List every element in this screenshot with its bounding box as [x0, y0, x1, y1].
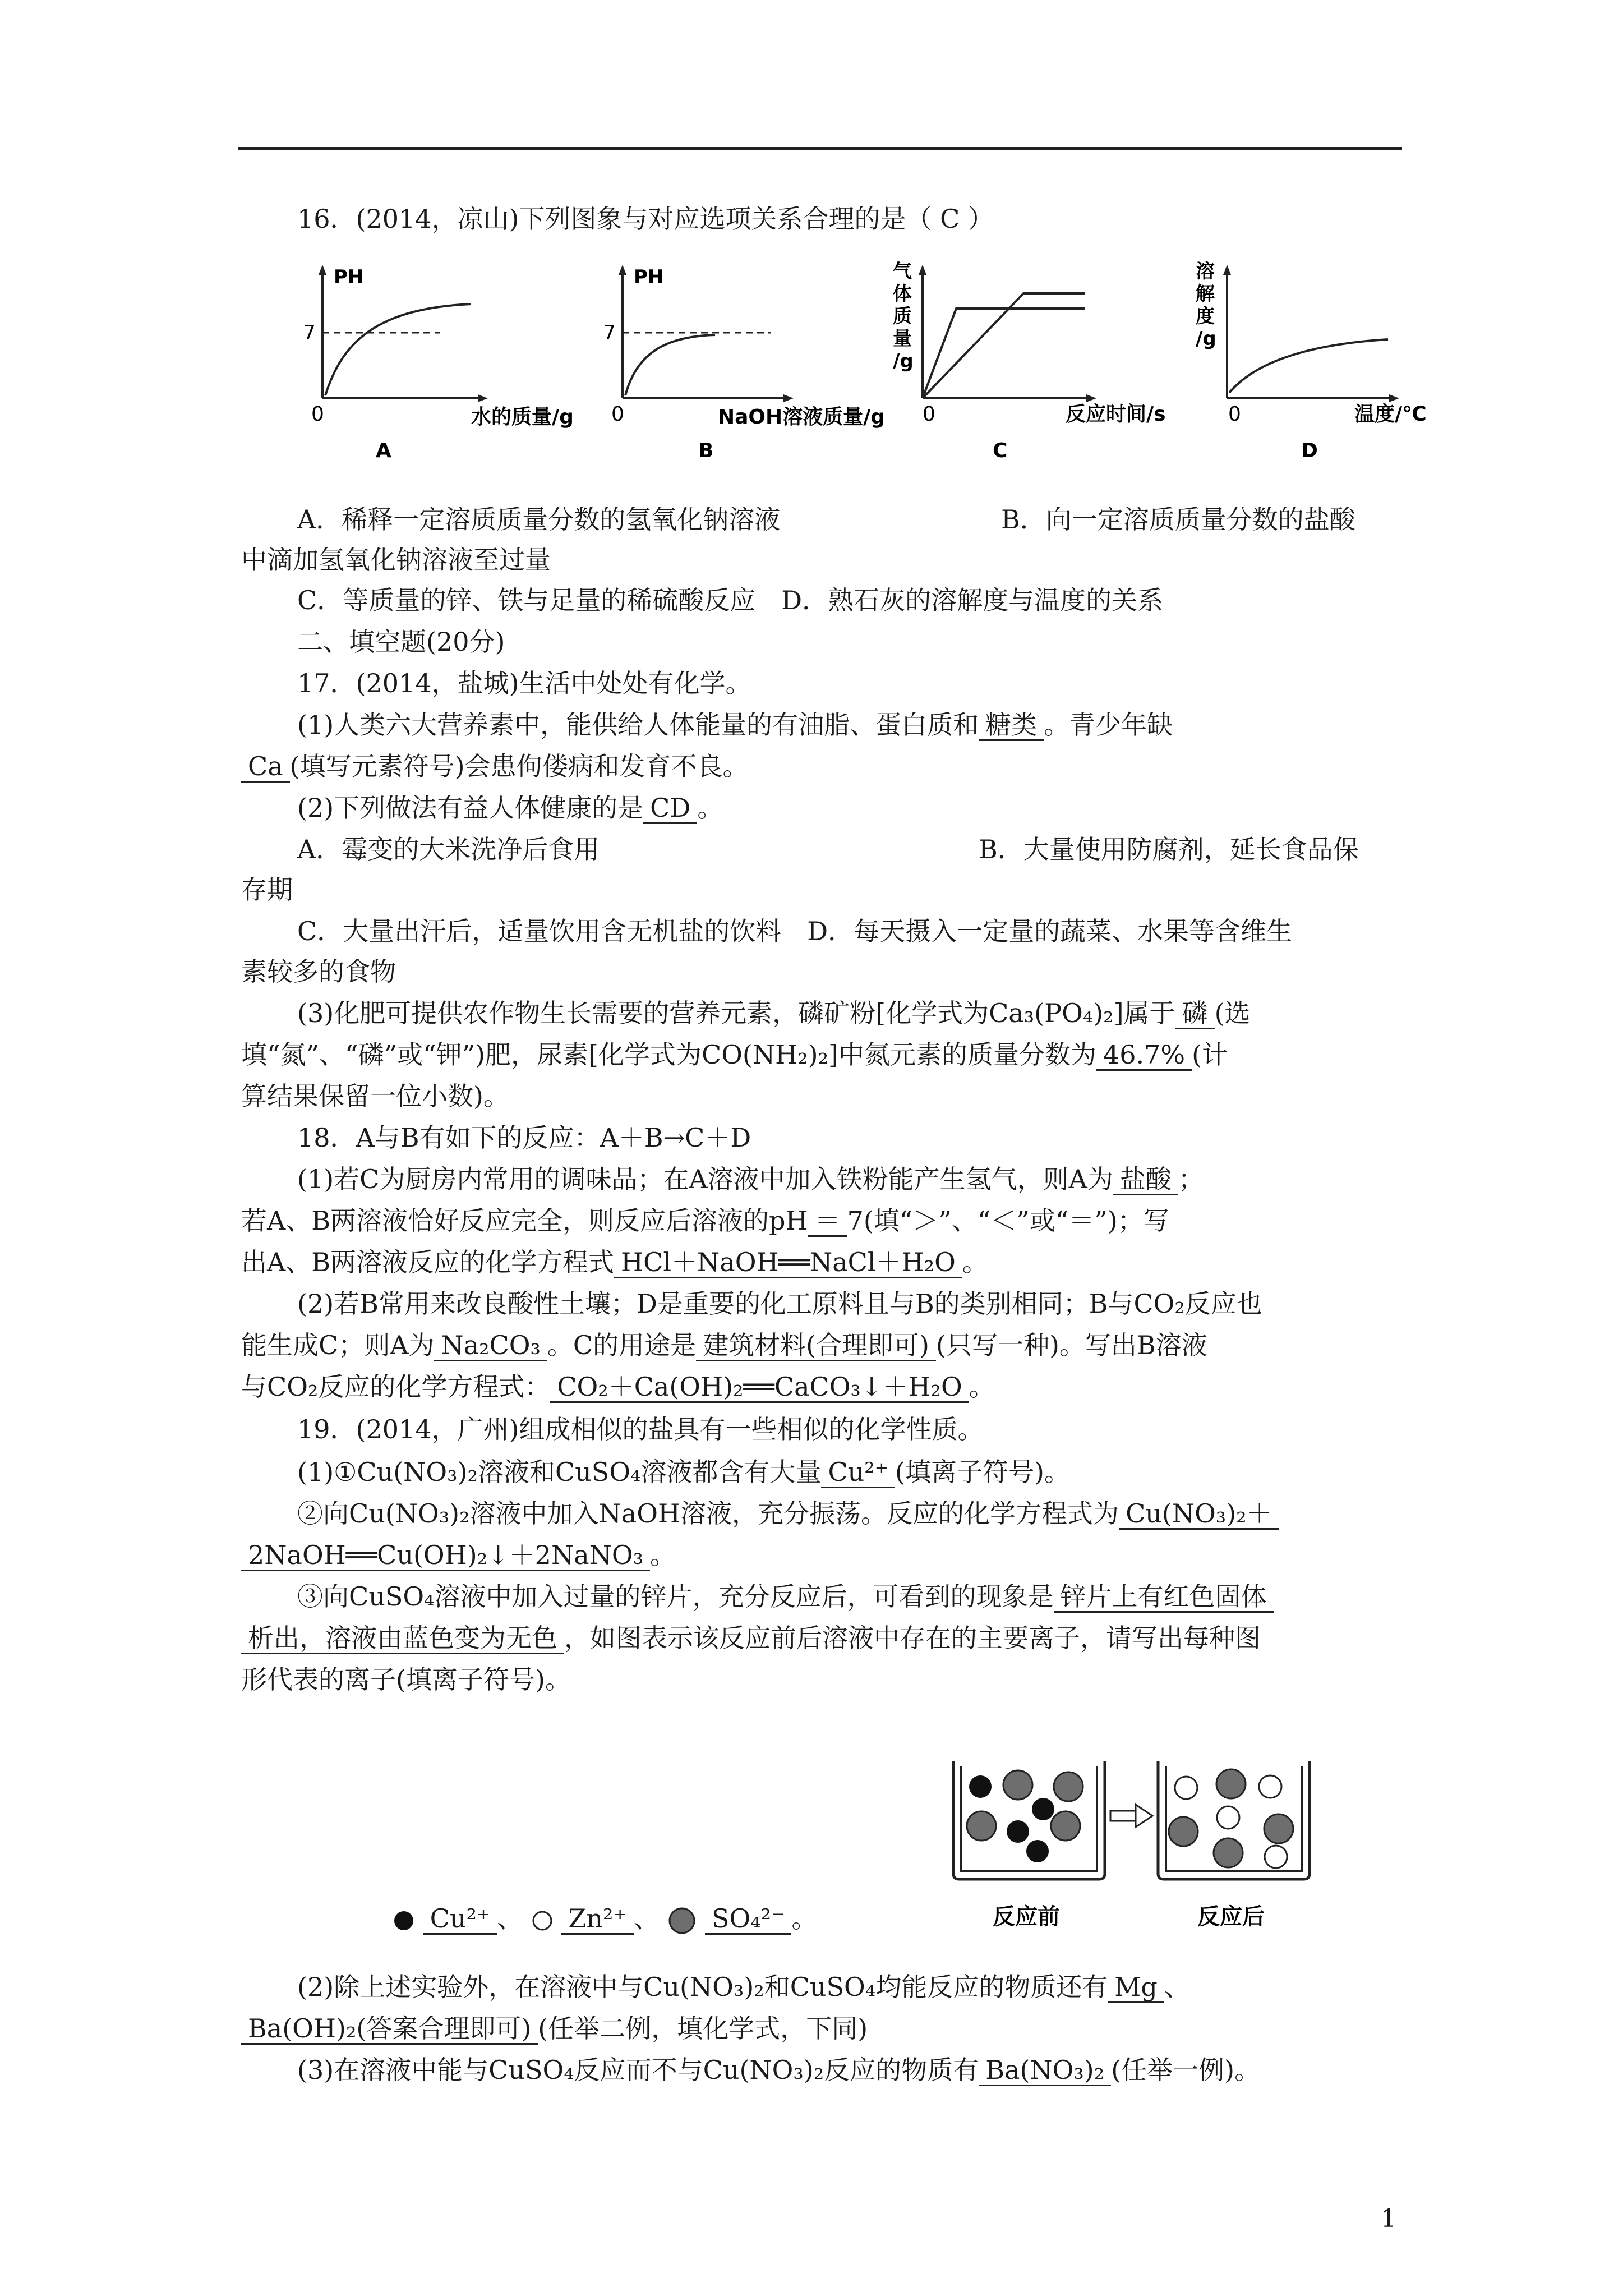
- q19-answer-equation-a: Cu(NO₃)₂＋: [1119, 1499, 1279, 1530]
- q17-p1-text: (1)人类六大营养素中，能供给人体能量的有油脂、蛋白质和: [297, 710, 979, 740]
- q19-p3-text-b: ，如图表示该反应前后溶液中存在的主要离子，请写出每种图: [564, 1623, 1261, 1653]
- q19-q2-text-c: (任举二例，填化学式，下同): [538, 2013, 868, 2044]
- q16-stem: 16．(2014，凉山)下列图象与对应选项关系合理的是（ C ）: [297, 204, 994, 234]
- q18-stem: 18．A与B有如下的反应：A＋B→C＋D: [297, 1122, 751, 1153]
- legend-answer-so4: SO₄²⁻: [705, 1904, 791, 1935]
- q18-answer-equation-2: CO₂＋Ca(OH)₂══CaCO₃↓＋H₂O: [550, 1372, 969, 1403]
- q19-q3-text: (3)在溶液中能与CuSO₄反应而不与Cu(NO₃)₂反应的物质有: [297, 2055, 979, 2085]
- graph-a-letter: A: [376, 439, 391, 462]
- graph-c-ylabel-2: 体: [893, 283, 912, 305]
- q17-answer-cd: CD: [643, 793, 697, 824]
- q18-p2-line3: [241, 1370, 995, 1404]
- graph-c-xlabel: 反应时间/s: [1066, 403, 1166, 426]
- q19-p3-line3: 形代表的离子(填离子符号)。: [241, 1664, 571, 1695]
- graph-a-ylabel: PH: [334, 266, 364, 288]
- q16-opt-b2: 中滴加氢氧化钠溶液至过量: [241, 545, 551, 575]
- gray-ion-icon: [667, 1906, 697, 1935]
- q18-answer-na2co3: Na₂CO₃: [434, 1331, 547, 1361]
- q18-answer-equation-1: HCl＋NaOH══NaCl＋H₂O: [614, 1248, 962, 1278]
- q17-p3-text: (3)化肥可提供农作物生长需要的营养元素，磷矿粉[化学式为Ca₃(PO₄)₂]属于: [297, 998, 1175, 1028]
- q19-q2-text: (2)除上述实验外，在溶液中与Cu(NO₃)₂和CuSO₄均能反应的物质还有: [297, 1972, 1108, 2002]
- reaction-arrow-icon: [1110, 1805, 1152, 1827]
- legend-answer-cu: Cu²⁺: [423, 1904, 497, 1935]
- q19-answer-bano3: Ba(NO₃)₂: [979, 2055, 1111, 2086]
- q17-answer-element: Ca: [241, 752, 290, 783]
- q17-opt-b2: 存期: [241, 875, 293, 905]
- graph-d-xlabel: 温度/℃: [1354, 403, 1427, 426]
- q16-opt-b1: B．向一定溶质质量分数的盐酸: [1001, 504, 1355, 535]
- q18-p2-text-d: (只写一种)。写出B溶液: [936, 1330, 1207, 1360]
- graph-d-ylabel-2: 解: [1196, 283, 1215, 305]
- graph-c: [892, 255, 1206, 471]
- q18-answer-a: 盐酸: [1113, 1165, 1178, 1195]
- graph-a-xlabel: 水的质量/g: [471, 406, 574, 429]
- q17-p2-text: (2)下列做法有益人体健康的是: [297, 793, 644, 823]
- q18-p1-line3: [241, 1245, 988, 1279]
- graph-d-ylabel-3: 度: [1196, 305, 1215, 328]
- q19-answer-baoh2: Ba(OH)₂(答案合理即可): [241, 2014, 538, 2045]
- q18-p1-text: (1)若C为厨房内常用的调味品；在A溶液中加入铁粉能产生氢气，则A为: [297, 1164, 1113, 1194]
- q19-q3-end: (任举一例)。: [1111, 2055, 1261, 2085]
- beaker-before: [953, 1761, 1105, 1879]
- legend-sep-2: 、: [633, 1903, 660, 1934]
- section-heading: 二、填空题(20分): [297, 627, 505, 657]
- top-rule: [238, 147, 1402, 150]
- graph-b-letter: B: [698, 439, 714, 462]
- q17-stem: 17．(2014，盐城)生活中处处有化学。: [297, 668, 751, 698]
- graph-a-ytick: 7: [303, 321, 316, 344]
- graph-d-curve: [1229, 339, 1388, 393]
- q17-p3-text-b: (选: [1214, 998, 1251, 1028]
- page-number: 1: [1381, 2205, 1396, 2233]
- ion-legend: [393, 1902, 817, 1935]
- graph-a-origin: 0: [311, 403, 324, 426]
- graph-b-xlabel: NaOH溶液质量/g: [718, 406, 886, 429]
- q19-p3-line1: [297, 1580, 1274, 1613]
- q18-p2-line2: [241, 1328, 1207, 1362]
- q19-q2-line1: [297, 1970, 1190, 2004]
- q16-opt-cd: C．等质量的锌、铁与足量的稀硫酸反应 D．熟石灰的溶解度与温度的关系: [297, 585, 1164, 615]
- q17-opt-d2: 素较多的食物: [241, 956, 396, 987]
- q19-answer-mg: Mg: [1108, 1972, 1164, 2003]
- graph-c-ylabel-3: 质: [893, 305, 912, 328]
- q18-answer-ph: ＝: [808, 1206, 847, 1237]
- q17-answer-percent: 46.7%: [1096, 1040, 1192, 1071]
- graph-d-ylabel-4: /g: [1196, 328, 1216, 350]
- graph-c-letter: C: [993, 439, 1008, 462]
- graph-d: [1195, 255, 1458, 471]
- q19-p2-line1: [297, 1497, 1279, 1530]
- q19-p1: [297, 1455, 1070, 1489]
- q18-p2-end: 。: [969, 1372, 995, 1402]
- q18-answer-use: 建筑材料(合理即可): [696, 1331, 936, 1361]
- q17-p1-text-c: (填写元素符号)会患佝偻病和发育不良。: [289, 751, 749, 781]
- q19-answer-equation-b: 2NaOH══Cu(OH)₂↓＋2NaNO₃: [241, 1540, 650, 1571]
- q19-p3-text: ③向CuSO₄溶液中加入过量的锌片，充分反应后，可看到的现象是: [297, 1581, 1054, 1612]
- q17-p3-line2: [241, 1038, 1228, 1071]
- graph-b-ylabel: PH: [634, 266, 664, 288]
- beaker-after-label: 反应后: [1197, 1904, 1265, 1930]
- q19-p2-text: ②向Cu(NO₃)₂溶液中加入NaOH溶液，充分振荡。反应的化学方程式为: [297, 1498, 1119, 1529]
- graph-b-ytick: 7: [603, 321, 616, 344]
- graph-a: [303, 258, 617, 471]
- beaker-after: [1158, 1761, 1310, 1879]
- q17-p2: [297, 791, 723, 825]
- q17-p3-line3: 算结果保留一位小数)。: [241, 1081, 509, 1111]
- q17-p3-line1: [297, 996, 1251, 1030]
- graph-b-curve: [625, 335, 715, 395]
- q19-q2-sep: 、: [1164, 1972, 1190, 2002]
- q17-p1-line1: [297, 708, 1173, 742]
- q17-p2-end: 。: [697, 793, 723, 823]
- q19-answer-cu-ion: Cu²⁺: [821, 1457, 895, 1488]
- q19-q3: [297, 2053, 1260, 2087]
- graph-c-origin: 0: [923, 403, 935, 426]
- q18-p2-text-c: 。C的用途是: [547, 1330, 697, 1360]
- q18-p1-text-d: 7(填“＞”、“＜”或“＝”)；写: [847, 1205, 1169, 1236]
- q18-p2-text-b: 能生成C；则A为: [241, 1330, 435, 1360]
- graph-c-ylabel-1: 气: [893, 260, 912, 283]
- q18-p1-line2: [241, 1204, 1169, 1237]
- q17-p3-text-d: (计: [1192, 1039, 1228, 1070]
- graph-c-ylabel-5: /g: [893, 350, 914, 372]
- q18-p1-text-e: 出A、B两溶液反应的化学方程式: [241, 1247, 615, 1277]
- graph-b: [603, 258, 917, 471]
- q19-stem: 19．(2014，广州)组成相似的盐具有一些相似的化学性质。: [297, 1414, 984, 1444]
- q19-p1-text: (1)①Cu(NO₃)₂溶液和CuSO₄溶液都含有大量: [297, 1457, 822, 1487]
- q17-answer-fertilizer: 磷: [1175, 999, 1215, 1029]
- graph-d-ylabel-1: 溶: [1196, 260, 1215, 283]
- q17-opt-cd: C．大量出汗后，适量饮用含无机盐的饮料 D．每天摄入一定量的蔬菜、水果等含维生: [297, 916, 1293, 946]
- q19-answer-phenomenon-b: 析出，溶液由蓝色变为无色: [241, 1623, 564, 1654]
- q17-p3-text-c: 填“氮”、“磷”或“钾”)肥，尿素[化学式为CO(NH₂)₂]中氮元素的质量分数为: [241, 1039, 1096, 1070]
- q19-p2-end: 。: [650, 1540, 676, 1570]
- q16-opt-a: A．稀释一定溶质质量分数的氢氧化钠溶液: [297, 504, 781, 535]
- graph-c-ylabel-4: 量: [893, 328, 912, 350]
- graph-a-curve: [325, 304, 471, 395]
- q18-p2-line1: (2)若B常用来改良酸性土壤；D是重要的化工原料且与B的类别相同；B与CO₂反应也: [297, 1289, 1262, 1319]
- q18-p2-text-e: 与CO₂反应的化学方程式：: [241, 1372, 551, 1402]
- q17-opt-a: A．霉变的大米洗净后食用: [297, 834, 600, 864]
- graph-c-line-1: [923, 309, 1085, 398]
- q17-opt-b1: B．大量使用防腐剂，延长食品保: [979, 834, 1359, 864]
- white-ion-icon: [531, 1910, 554, 1932]
- q19-p3-line2: [241, 1621, 1261, 1655]
- legend-sep-1: 、: [497, 1903, 523, 1934]
- black-ion-icon: [393, 1910, 415, 1932]
- q17-p1-text-b: 。青少年缺: [1044, 710, 1173, 740]
- q19-p1-text-b: (填离子符号)。: [895, 1457, 1070, 1487]
- beaker-before-label: 反应前: [993, 1904, 1060, 1930]
- q17-p1-line2: [241, 749, 749, 783]
- legend-end: 。: [791, 1903, 818, 1934]
- q18-p1-text-b: ；: [1178, 1164, 1204, 1194]
- q19-answer-phenomenon-a: 锌片上有红色固体: [1054, 1582, 1274, 1613]
- legend-answer-zn: Zn²⁺: [561, 1904, 633, 1935]
- graph-d-letter: D: [1301, 439, 1318, 462]
- q18-p1-text-c: 若A、B两溶液恰好反应完全，则反应后溶液的pH: [241, 1205, 808, 1236]
- q19-q2-line2: [241, 2012, 868, 2045]
- graph-d-origin: 0: [1228, 403, 1241, 426]
- q18-p1-end: 。: [962, 1247, 988, 1277]
- beaker-diagram: [948, 1753, 1374, 1944]
- graph-b-origin: 0: [611, 403, 624, 426]
- q19-p2-line2: [241, 1538, 676, 1572]
- q17-answer-nutrient: 糖类: [979, 710, 1044, 741]
- q18-p1-line1: [297, 1162, 1204, 1196]
